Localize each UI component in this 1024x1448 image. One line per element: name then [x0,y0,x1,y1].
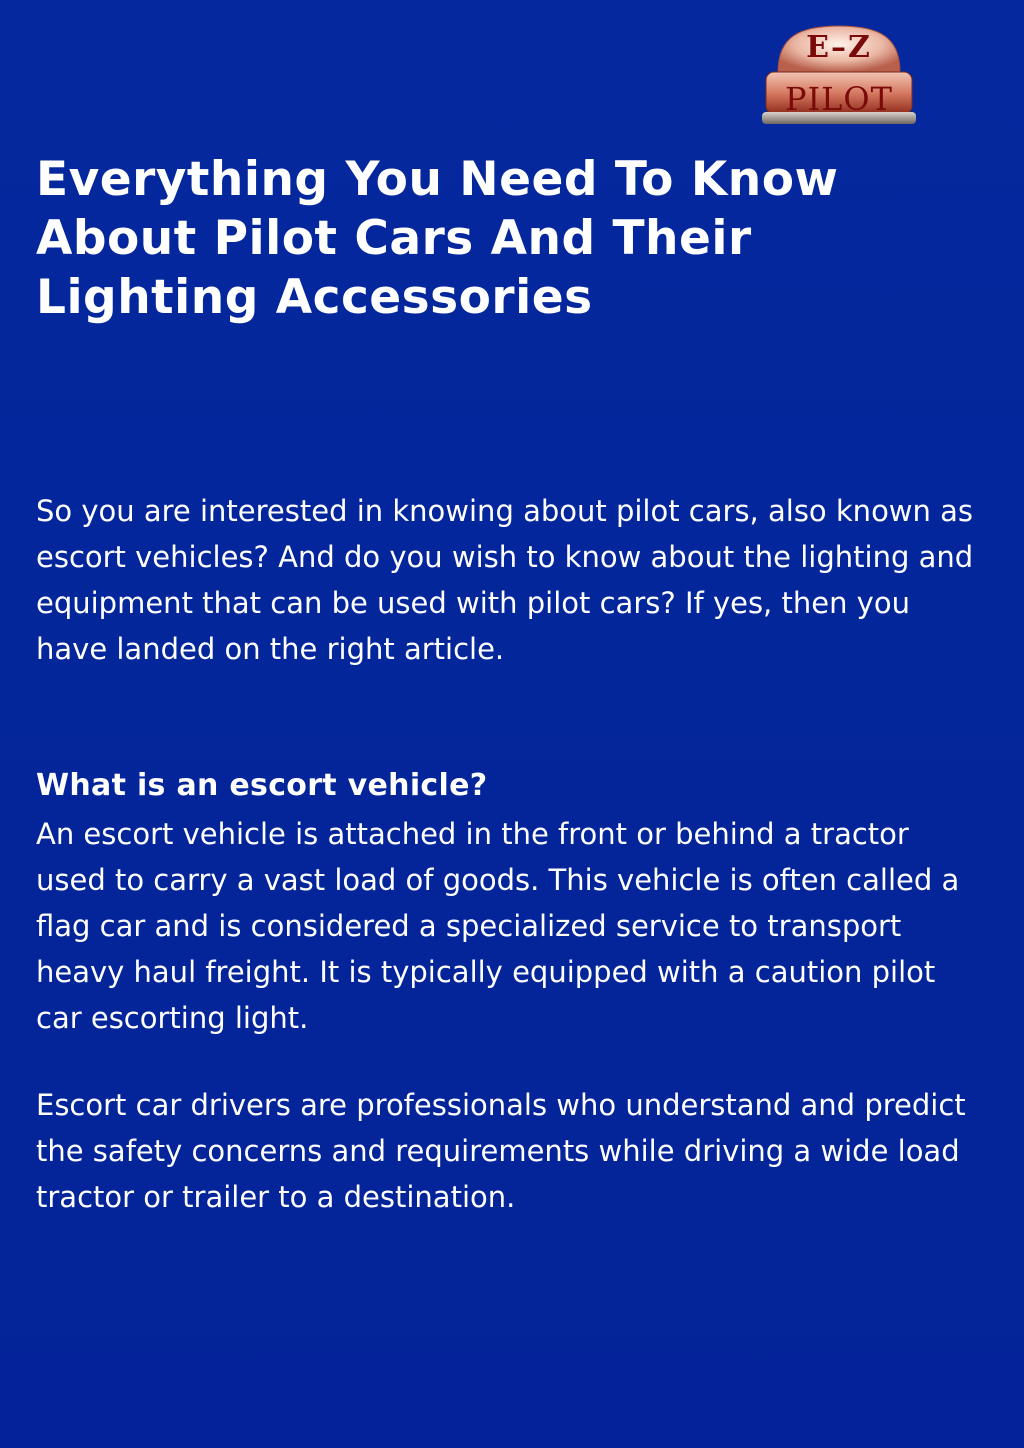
intro-paragraph: So you are interested in knowing about pilot cars, also known as escort vehicles? And do you wish to know about the lighting and equipment that can be used with pilot cars? If yes, then you have landed on the right article. [36,494,974,666]
ez-pilot-logo [756,22,922,126]
logo-top-text: E–Z [806,30,872,65]
section-heading: What is an escort vehicle? [36,768,488,803]
section-paragraph-2: Escort car drivers are professionals who understand and predict the safety concerns and requirements while driving a wide load tractor or trailer to a destination. [36,1088,966,1214]
logo-bottom-text: PILOT [785,80,893,118]
page-title: Everything You Need To Know About Pilot Cars And Their Lighting Accessories [36,152,839,325]
section-paragraph-1: An escort vehicle is attached in the front or behind a tractor used to carry a vast load of goods. This vehicle is often called a flag car and is considered a specialized service to transport heavy haul freight. It is typically equipped with a caution pilot car escorting light. [36,817,960,1035]
